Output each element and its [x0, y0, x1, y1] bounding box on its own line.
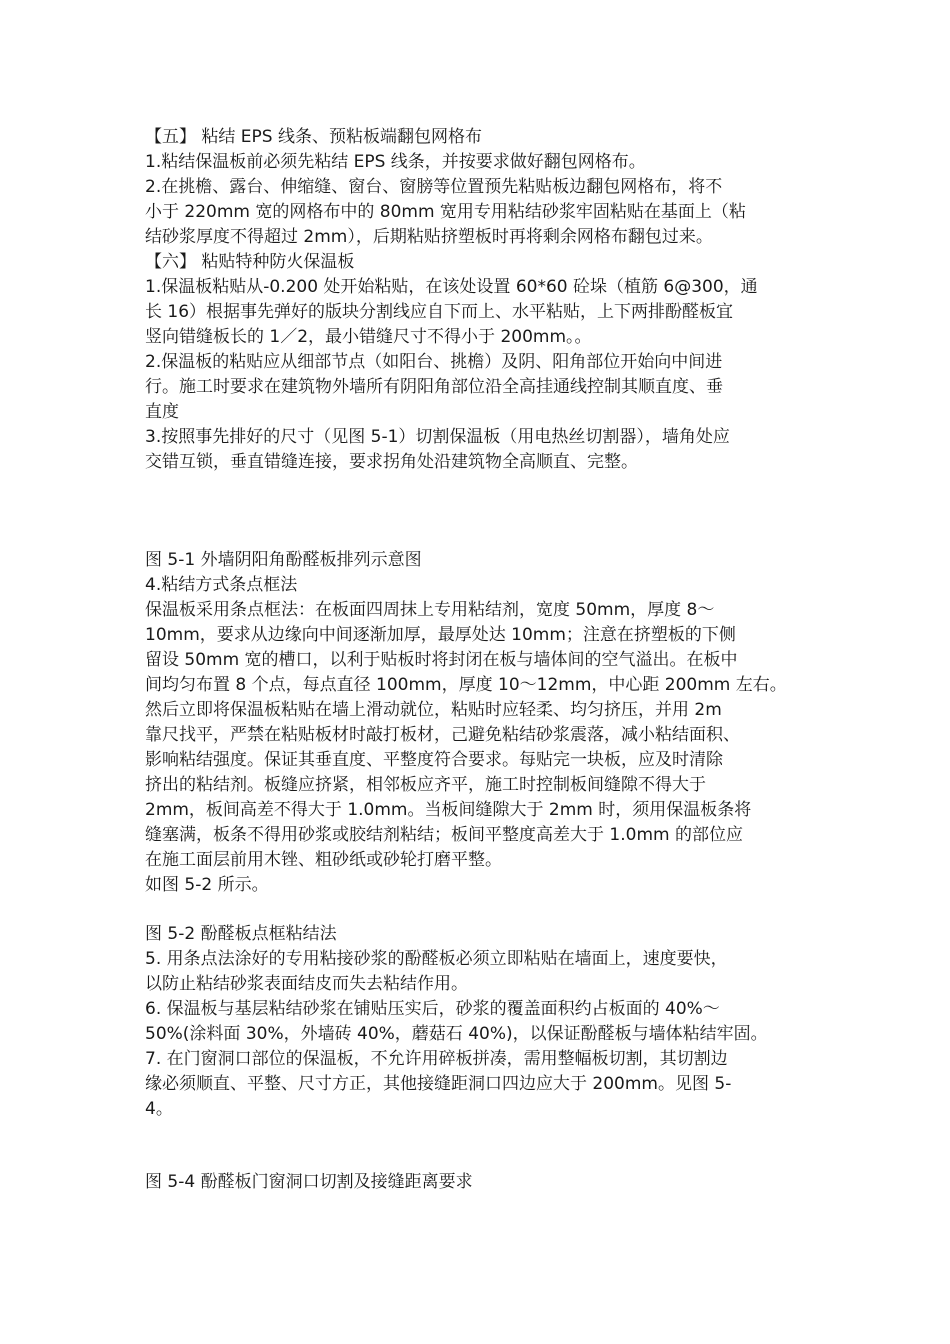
paragraph-line: 1.粘结保温板前必须先粘结 EPS 线条，并按要求做好翻包网格布。	[145, 152, 646, 172]
figure-caption-5-1: 图 5-1 外墙阴阳角酚醛板排列示意图	[145, 550, 422, 570]
paragraph-line: 10mm，要求从边缘向中间逐渐加厚，最厚处达 10mm；注意在挤塑板的下侧	[145, 625, 736, 645]
figure-caption-5-4: 图 5-4 酚醛板门窗洞口切割及接缝距离要求	[145, 1172, 473, 1192]
paragraph-line: 然后立即将保温板粘贴在墙上滑动就位，粘贴时应轻柔、均匀挤压，并用 2m	[145, 700, 722, 720]
paragraph-line: 缘必须顺直、平整、尺寸方正，其他接缝距洞口四边应大于 200mm。见图 5-	[145, 1074, 732, 1094]
paragraph-line: 交错互锁，垂直错缝连接，要求拐角处沿建筑物全高顺直、完整。	[145, 452, 638, 472]
paragraph-line: 2mm，板间高差不得大于 1.0mm。当板间缝隙大于 2mm 时，须用保温板条将	[145, 800, 752, 820]
paragraph-line: 如图 5-2 所示。	[145, 875, 269, 895]
paragraph-line: 2.在挑檐、露台、伸缩缝、窗台、窗膀等位置预先粘贴板边翻包网格布，将不	[145, 177, 723, 197]
section-heading-6: 【六】 粘贴特种防火保温板	[145, 252, 355, 272]
paragraph-line: 行。施工时要求在建筑物外墙所有阴阳角部位沿全高挂通线控制其顺直度、垂	[145, 377, 723, 397]
section-heading-5: 【五】 粘结 EPS 线条、预粘板端翻包网格布	[145, 127, 482, 147]
paragraph-line: 长 16）根据事先弹好的版块分割线应自下而上、水平粘贴，上下两排酚醛板宜	[145, 302, 734, 322]
paragraph-line: 3.按照事先排好的尺寸（见图 5-1）切割保温板（用电热丝切割器），墙角处应	[145, 427, 730, 447]
paragraph-line: 留设 50mm 宽的槽口，以利于贴板时将封闭在板与墙体间的空气溢出。在板中	[145, 650, 738, 670]
paragraph-line: 直度	[145, 402, 179, 422]
paragraph-line: 结砂浆厚度不得超过 2mm），后期粘贴挤塑板时再将剩余网格布翻包过来。	[145, 227, 713, 247]
paragraph-line: 竖向错缝板长的 1／2，最小错缝尺寸不得小于 200mm。。	[145, 327, 592, 347]
paragraph-line: 50%(涂料面 30%，外墙砖 40%，蘑菇石 40%)，以保证酚醛板与墙体粘结牢固。	[145, 1024, 768, 1044]
paragraph-line: 靠尺找平，严禁在粘贴板材时敲打板材，己避免粘结砂浆震落，减小粘结面积、	[145, 725, 740, 745]
paragraph-line: 4。	[145, 1099, 173, 1119]
paragraph-line: 7. 在门窗洞口部位的保温板，不允许用碎板拼凑，需用整幅板切割，其切割边	[145, 1049, 728, 1069]
figure-caption-5-2: 图 5-2 酚醛板点框粘结法	[145, 924, 337, 944]
paragraph-line: 1.保温板粘贴从-0.200 处开始粘贴，在该处设置 60*60 砼垛（植筋 6@300，通	[145, 277, 758, 297]
paragraph-line: 在施工面层前用木锉、粗砂纸或砂轮打磨平整。	[145, 850, 502, 870]
paragraph-line: 挤出的粘结剂。板缝应挤紧，相邻板应齐平，施工时控制板间缝隙不得大于	[145, 775, 706, 795]
paragraph-line: 间均匀布置 8 个点，每点直径 100mm，厚度 10～12mm，中心距 200mm 左右。	[145, 675, 787, 695]
paragraph-line: 2.保温板的粘贴应从细部节点（如阳台、挑檐）及阴、阳角部位开始向中间进	[145, 352, 723, 372]
paragraph-line: 小于 220mm 宽的网格布中的 80mm 宽用专用粘结砂浆牢固粘贴在基面上（粘	[145, 202, 746, 222]
paragraph-line: 以防止粘结砂浆表面结皮而失去粘结作用。	[145, 974, 468, 994]
paragraph-line: 缝塞满，板条不得用砂浆或胶结剂粘结；板间平整度高差大于 1.0mm 的部位应	[145, 825, 743, 845]
subheading-4: 4.粘结方式条点框法	[145, 575, 298, 595]
paragraph-line: 5. 用条点法涂好的专用粘接砂浆的酚醛板必须立即粘贴在墙面上，速度要快，	[145, 949, 728, 969]
paragraph-line: 影响粘结强度。保证其垂直度、平整度符合要求。每贴完一块板，应及时清除	[145, 750, 723, 770]
paragraph-line: 6. 保温板与基层粘结砂浆在铺贴压实后，砂浆的覆盖面积约占板面的 40%～	[145, 999, 720, 1019]
paragraph-line: 保温板采用条点框法：在板面四周抹上专用粘结剂，宽度 50mm，厚度 8～	[145, 600, 715, 620]
